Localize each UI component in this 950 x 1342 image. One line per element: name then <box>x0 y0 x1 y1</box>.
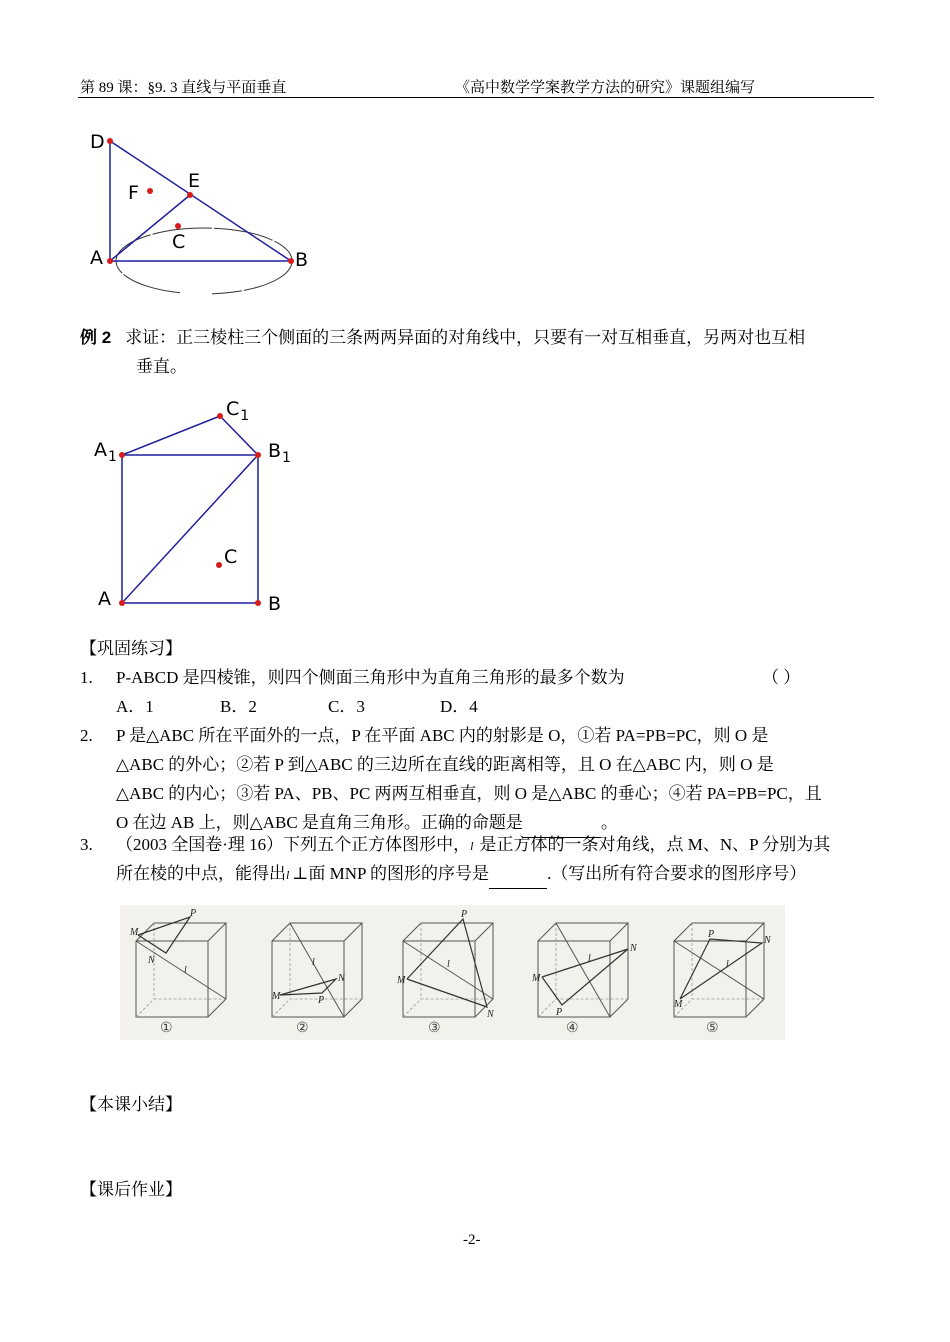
figure-2-label-A1: $A_1$ <box>94 439 117 465</box>
cube-5-label-l: l <box>726 959 729 970</box>
cube-4-label-l: l <box>588 953 591 964</box>
q3-line-2-a: 所在棱的中点，能得出 <box>116 864 286 883</box>
figure-1-point-E <box>187 192 193 198</box>
figure-1-point-C <box>175 223 181 229</box>
cube-1-label-l: l <box>184 965 187 976</box>
example-2-text-1: 求证：正三棱柱三个侧面的三条两两异面的对角线中，只要有一对互相垂直，另两对也互相 <box>125 328 806 347</box>
figure-2-line-C1B1 <box>220 416 258 455</box>
cube-caption-3: ③ <box>428 1021 441 1036</box>
cube-3-label-m: M <box>397 975 406 986</box>
q2-number: 2. <box>80 726 93 745</box>
cube-2-label-m: M <box>272 991 281 1002</box>
cube-caption-4: ④ <box>566 1021 579 1036</box>
figure-2-point-A <box>119 600 125 606</box>
figure-1-label-A: A <box>90 247 103 269</box>
figure-1-point-A <box>107 258 113 264</box>
figure-1-circle-gap <box>180 288 212 298</box>
cubes-figure <box>120 905 785 1040</box>
figure-1-point-D <box>107 138 113 144</box>
example-2-line-1 <box>80 323 805 352</box>
figure-2-label-C: C <box>224 546 238 568</box>
q3-l-symbol-2: l <box>286 868 290 882</box>
figure-1-label-E: E <box>188 170 201 192</box>
q2-line-4-end: 。 <box>600 813 618 832</box>
q2-line-2: △ABC 的外心；②若 P 到△ABC 的三边所在直线的距离相等，且 O 在△ABC 内，则 O 是 <box>116 755 774 774</box>
cube-caption-2: ② <box>296 1021 309 1036</box>
q1-option-d: D．4 <box>440 697 478 716</box>
q1-text: P-ABCD 是四棱锥，则四个侧面三角形中为直角三角形的最多个数为 <box>116 668 625 687</box>
cube-4-label-m: M <box>532 973 541 984</box>
q1-option-a: A．1 <box>116 697 154 716</box>
cube-2-label-p: P <box>318 995 325 1006</box>
homework-heading: 【课后作业】 <box>80 1180 182 1199</box>
q3-line-1-b: 是正方体的一条对角线，点 M、N、P 分别为其 <box>479 835 831 854</box>
figure-2-label-A: A <box>98 588 111 610</box>
cube-4-label-p: P <box>556 1007 563 1018</box>
q1-number: 1. <box>80 668 93 687</box>
cube-5-label-m: M <box>674 999 683 1010</box>
cube-caption-1: ① <box>160 1021 173 1036</box>
figure-1-label-B: B <box>295 249 309 271</box>
q3-line-1-a: （2003 全国卷·理 16）下列五个正方体图形中， <box>116 835 471 854</box>
q3-l-symbol-1: l <box>470 839 474 853</box>
figure-2-line-A1C1 <box>122 416 220 455</box>
figure-1-point-B <box>288 258 294 264</box>
figure-1 <box>80 120 340 305</box>
figure-2-label-B: B <box>268 593 282 615</box>
figure-2-label-B1: $B_1$ <box>268 440 291 466</box>
cube-3-label-p: P <box>461 909 468 920</box>
q3-line-2-c: .（写出所有符合要求的图形序号） <box>547 864 807 883</box>
figure-1-point-F <box>147 188 153 194</box>
cube-5-label-p: P <box>708 929 715 940</box>
cube-3-label-l: l <box>447 959 450 970</box>
figure-1-label-D: D <box>90 131 105 153</box>
q3-line-2-b: ⊥面 MNP 的图形的序号是 <box>292 864 490 883</box>
cube-3-label-n: N <box>487 1009 494 1020</box>
practice-heading: 【巩固练习】 <box>80 639 182 658</box>
figure-2-point-C <box>216 562 222 568</box>
figure-2-label-C1: $C_1$ <box>226 398 250 424</box>
q2-line-1: P 是△ABC 所在平面外的一点，P 在平面 ABC 内的射影是 O，①若 PA=PB=PC，则 O 是 <box>116 726 769 745</box>
figure-2-line-AB1 <box>122 455 258 603</box>
figure-2-point-A1 <box>119 452 125 458</box>
page-number: -2- <box>463 1232 481 1248</box>
header-rule <box>78 97 874 98</box>
q1-option-c: C．3 <box>328 697 365 716</box>
header-book-title: 《高中数学学案教学方法的研究》课题组编写 <box>455 80 756 96</box>
q3-line-1 <box>116 830 830 861</box>
cube-2-label-n: N <box>338 973 345 984</box>
q1-answer-bracket: （ ） <box>762 668 801 687</box>
example-2-label: 例 2 <box>80 328 112 347</box>
figure-2 <box>88 392 308 622</box>
cube-caption-5: ⑤ <box>706 1021 719 1036</box>
cube-1-label-p: P <box>190 908 197 919</box>
cube-2-label-l: l <box>312 957 315 968</box>
figure-2-point-C1 <box>217 413 223 419</box>
example-2-text-2: 垂直。 <box>136 357 187 376</box>
cube-5-label-n: N <box>764 935 771 946</box>
figure-1-label-C: C <box>172 231 186 253</box>
q2-line-3: △ABC 的内心；③若 PA、PB、PC 两两互相垂直，则 O 是△ABC 的垂心；④若 PA=PB=PC，且 <box>116 784 822 803</box>
figure-2-point-B <box>255 600 261 606</box>
figure-2-point-B1 <box>255 452 261 458</box>
cube-4-label-n: N <box>630 943 637 954</box>
q3-number: 3. <box>80 835 93 854</box>
q2-line-4-text: O 在边 AB 上，则△ABC 是直角三角形。正确的命题是 <box>116 813 523 832</box>
header-lesson-title: 第 89 课：§9. 3 直线与平面垂直 <box>80 80 287 96</box>
figure-1-label-F: F <box>128 182 139 204</box>
cube-1-label-m: M <box>130 927 139 938</box>
cube-1-label-n: N <box>148 955 155 966</box>
q3-answer-blank[interactable] <box>489 859 547 889</box>
q1-option-b: B．2 <box>220 697 257 716</box>
q3-line-2 <box>116 859 806 890</box>
summary-heading: 【本课小结】 <box>80 1095 182 1114</box>
